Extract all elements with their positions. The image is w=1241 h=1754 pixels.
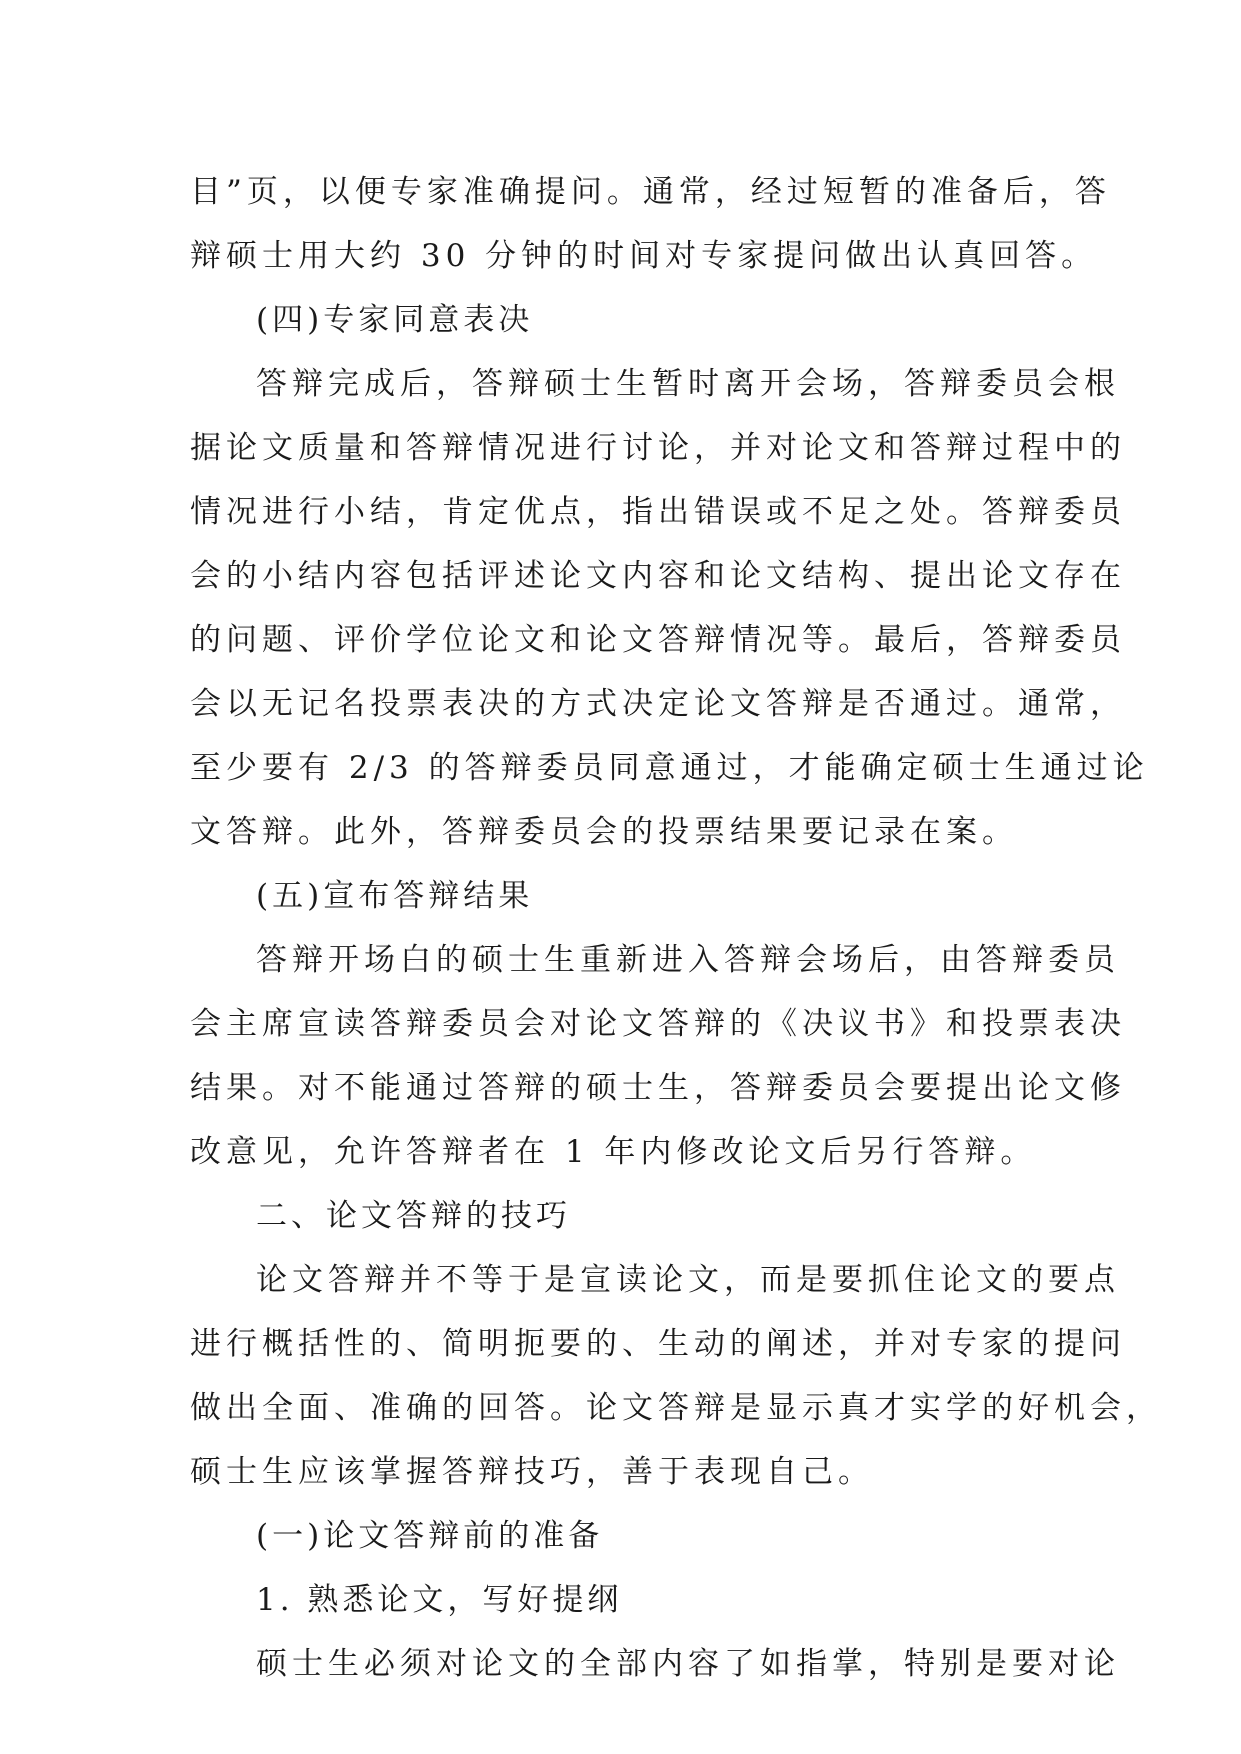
paragraph-line: 会主席宣读答辩委员会对论文答辩的《决议书》和投票表决: [190, 1006, 1126, 1042]
paragraph-line: 论文答辩并不等于是宣读论文，而是要抓住论文的要点: [256, 1262, 1120, 1298]
section-heading: (四)专家同意表决: [256, 302, 534, 338]
section-heading: (一)论文答辩前的准备: [256, 1518, 604, 1554]
paragraph-line: 辩硕士用大约 30 分钟的时间对专家提问做出认真回答。: [190, 238, 1098, 274]
paragraph-line: 目”页，以便专家准确提问。通常，经过短暂的准备后，答: [190, 174, 1111, 210]
paragraph-line: 做出全面、准确的回答。论文答辩是显示真才实学的好机会，: [190, 1390, 1162, 1426]
subsection-heading: 1. 熟悉论文，写好提纲: [256, 1582, 623, 1618]
paragraph-line: 情况进行小结，肯定优点，指出错误或不足之处。答辩委员: [190, 494, 1126, 530]
paragraph-line: 进行概括性的、简明扼要的、生动的阐述，并对专家的提问: [190, 1326, 1126, 1362]
section-heading: (五)宣布答辩结果: [256, 878, 534, 914]
paragraph-line: 文答辩。此外，答辩委员会的投票结果要记录在案。: [190, 814, 1018, 850]
document-body: [190, 160, 1162, 1696]
paragraph-line: 至少要有 2/3 的答辩委员同意通过，才能确定硕士生通过论: [190, 750, 1149, 786]
paragraph-line: 的问题、评价学位论文和论文答辩情况等。最后，答辩委员: [190, 622, 1126, 658]
paragraph-line: 硕士生必须对论文的全部内容了如指掌，特别是要对论: [256, 1646, 1120, 1682]
paragraph-line: 答辩开场白的硕士生重新进入答辩会场后，由答辩委员: [256, 942, 1120, 978]
paragraph-line: 会以无记名投票表决的方式决定论文答辩是否通过。通常，: [190, 686, 1126, 722]
paragraph-line: 会的小结内容包括评述论文内容和论文结构、提出论文存在: [190, 558, 1126, 594]
paragraph-line: 硕士生应该掌握答辩技巧，善于表现自己。: [190, 1454, 874, 1490]
paragraph-line: 改意见，允许答辩者在 1 年内修改论文后另行答辩。: [190, 1134, 1037, 1170]
paragraph-line: 结果。对不能通过答辩的硕士生，答辩委员会要提出论文修: [190, 1070, 1126, 1106]
chapter-heading: 二、论文答辩的技巧: [256, 1198, 571, 1234]
paragraph-line: 答辩完成后，答辩硕士生暂时离开会场，答辩委员会根: [256, 366, 1120, 402]
paragraph-line: 据论文质量和答辩情况进行讨论，并对论文和答辩过程中的: [190, 430, 1126, 466]
